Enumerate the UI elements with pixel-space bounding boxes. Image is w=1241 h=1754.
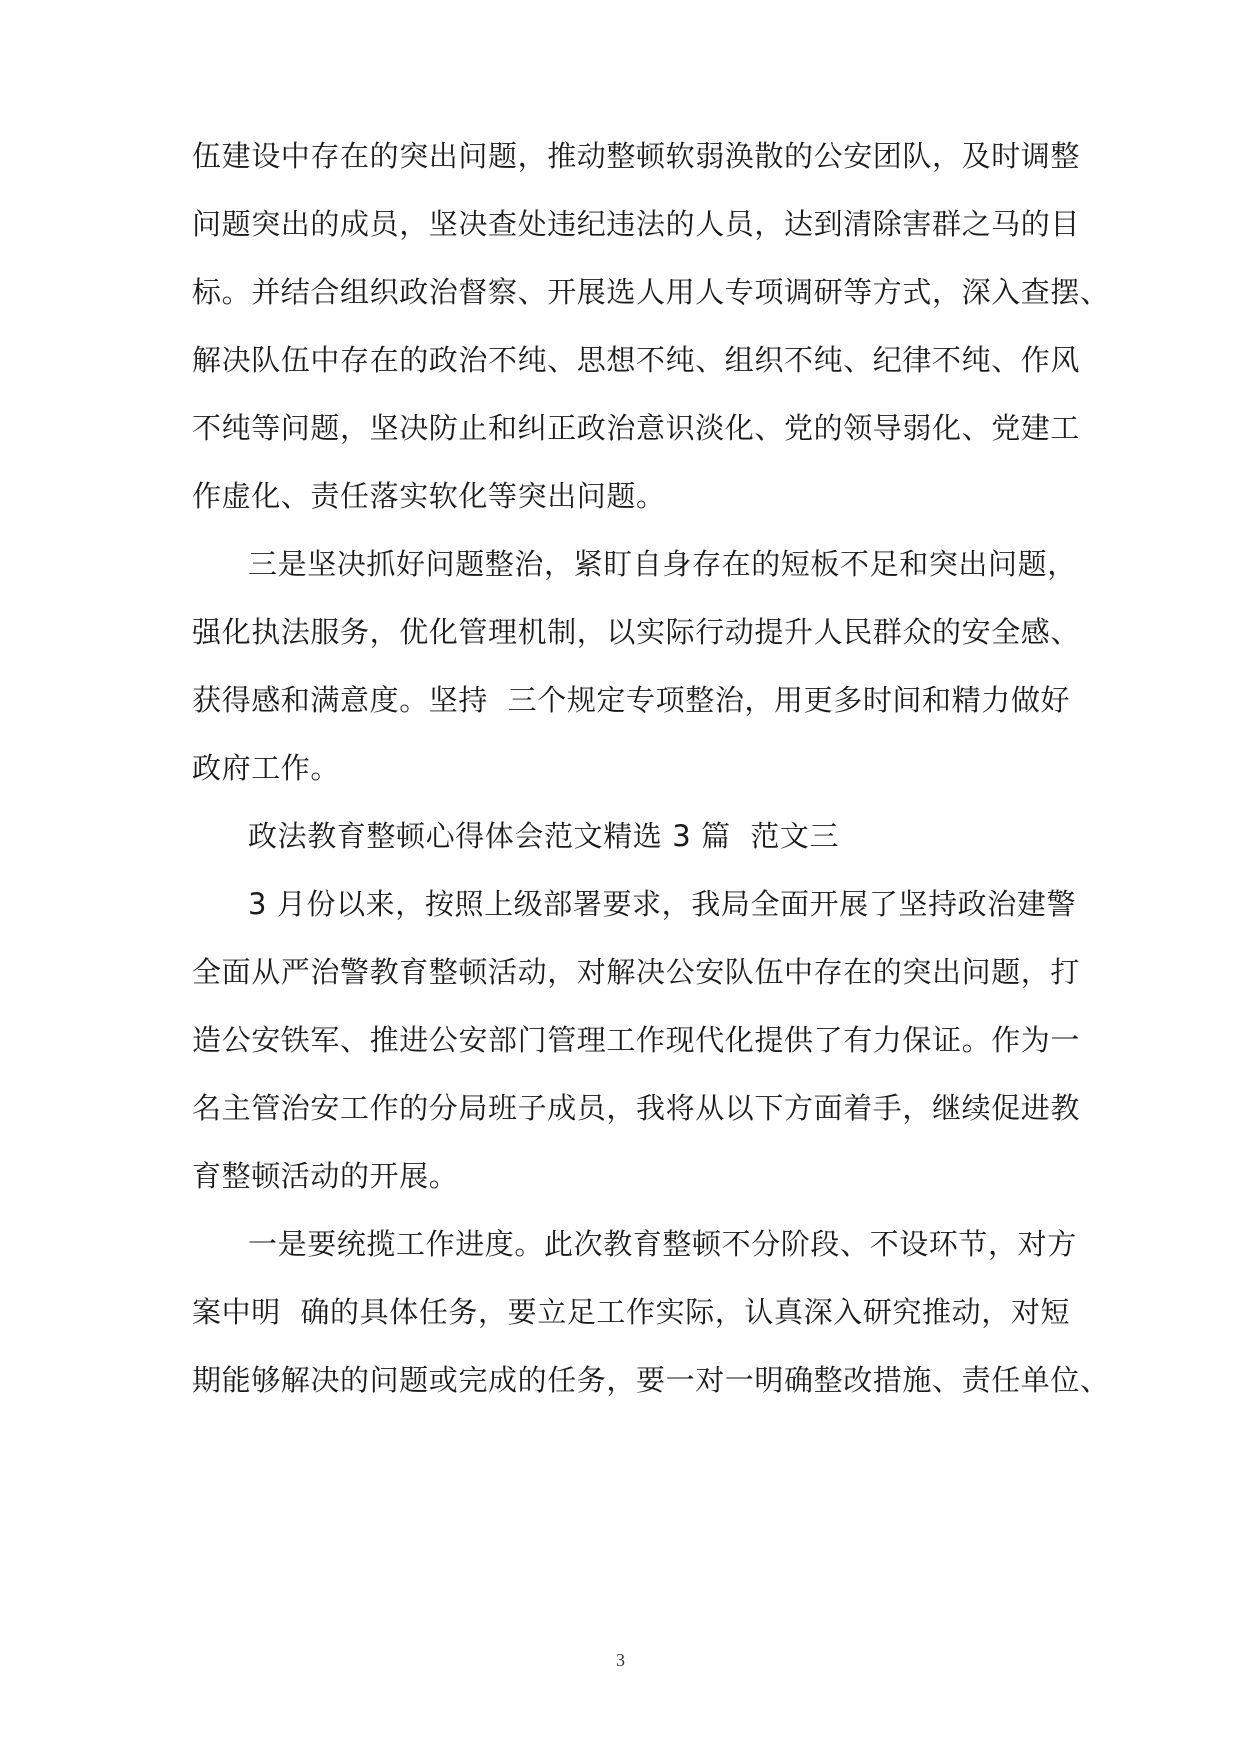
- text-line: 强化执法服务，优化管理机制，以实际行动提升人民群众的安全感、: [192, 615, 1081, 649]
- text-line: 育整顿活动的开展。: [192, 1159, 459, 1193]
- text-line: 获得感和满意度。坚持 三个规定专项整治，用更多时间和精力做好: [192, 683, 1071, 717]
- text-line: 伍建设中存在的突出问题，推动整顿软弱涣散的公安团队，及时调整: [192, 139, 1081, 173]
- text-line: 名主管治安工作的分局班子成员，我将从以下方面着手，继续促进教: [192, 1091, 1081, 1125]
- page-number: 3: [616, 1650, 625, 1670]
- text-line: 全面从严治警教育整顿活动，对解决公安队伍中存在的突出问题，打: [192, 955, 1081, 989]
- text-line: 解决队伍中存在的政治不纯、思想不纯、组织不纯、纪律不纯、作风: [192, 343, 1081, 377]
- paragraph-start-line: 三是坚决抓好问题整治，紧盯自身存在的短板不足和突出问题，: [248, 547, 1077, 581]
- text-line: 政府工作。: [192, 751, 341, 785]
- text-line: 造公安铁军、推进公安部门管理工作现代化提供了有力保证。作为一: [192, 1023, 1081, 1057]
- section-heading: 政法教育整顿心得体会范文精选 3 篇 范文三: [248, 819, 840, 853]
- text-line: 不纯等问题，坚决防止和纠正政治意识淡化、党的领导弱化、党建工: [192, 411, 1081, 445]
- text-line: 期能够解决的问题或完成的任务，要一对一明确整改措施、责任单位、: [192, 1363, 1110, 1397]
- text-line: 作虚化、责任落实软化等突出问题。: [192, 479, 666, 513]
- paragraph-start-line: 一是要统揽工作进度。此次教育整顿不分阶段、不设环节，对方: [248, 1227, 1077, 1261]
- paragraph-start-line: 3 月份以来，按照上级部署要求，我局全面开展了坚持政治建警: [248, 887, 1077, 921]
- text-line: 案中明 确的具体任务，要立足工作实际，认真深入研究推动，对短: [192, 1295, 1071, 1329]
- text-line: 标。并结合组织政治督察、开展选人用人专项调研等方式，深入查摆、: [192, 275, 1110, 309]
- text-line: 问题突出的成员，坚决查处违纪违法的人员，达到清除害群之马的目: [192, 207, 1081, 241]
